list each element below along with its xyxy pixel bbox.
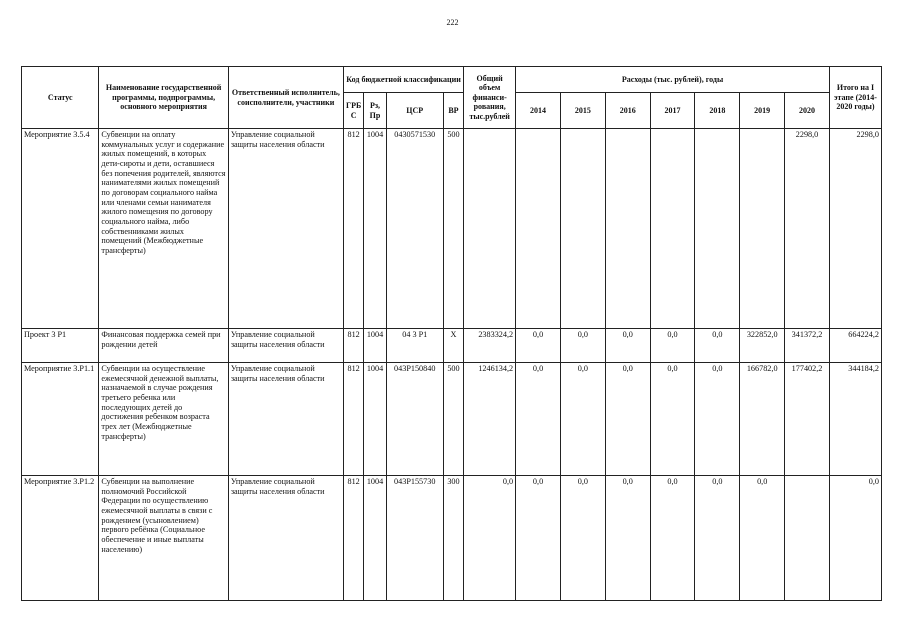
page-number: 222 <box>446 18 459 27</box>
row-vr: 500 <box>443 129 463 329</box>
row-csr: 0430571530 <box>386 129 443 329</box>
row-grbs: 812 <box>343 329 363 363</box>
row-year-value <box>605 129 650 329</box>
header-year: 2018 <box>695 93 740 129</box>
row-sum: 344184,2 <box>829 363 881 476</box>
row-year-value: 0,0 <box>650 363 695 476</box>
header-total: Общий объем финанси-рования, тыс.рублей <box>464 67 516 129</box>
row-executor: Управление социальной защиты населения области <box>228 129 343 329</box>
row-executor: Управление социальной защиты населения области <box>228 476 343 601</box>
row-year-value <box>560 129 605 329</box>
row-status: Мероприятие 3.Р1.1 <box>22 363 99 476</box>
row-year-value: 0,0 <box>605 329 650 363</box>
row-csr: 043Р150840 <box>386 363 443 476</box>
row-executor: Управление социальной защиты населения области <box>228 329 343 363</box>
header-year: 2016 <box>605 93 650 129</box>
row-year-value: 0,0 <box>516 476 561 601</box>
row-year-value: 0,0 <box>740 476 785 601</box>
row-rz: 1004 <box>364 329 386 363</box>
row-total <box>464 129 516 329</box>
header-sum: Итого на I этапе (2014-2020 годы) <box>829 67 881 129</box>
row-sum: 0,0 <box>829 476 881 601</box>
row-year-value: 0,0 <box>695 363 740 476</box>
row-year-value <box>785 476 830 601</box>
row-year-value <box>695 129 740 329</box>
row-rz: 1004 <box>364 476 386 601</box>
header-year: 2020 <box>785 93 830 129</box>
header-year: 2019 <box>740 93 785 129</box>
row-vr: 500 <box>443 363 463 476</box>
header-grbs: ГРБ С <box>343 93 363 129</box>
row-sum: 2298,0 <box>829 129 881 329</box>
row-name: Финансовая поддержка семей при рождении детей <box>99 329 228 363</box>
row-rz: 1004 <box>364 129 386 329</box>
budget-table <box>21 66 882 601</box>
row-year-value: 0,0 <box>516 363 561 476</box>
header-executor: Ответственный исполнитель, соисполнители, участники <box>228 67 343 129</box>
header-vr: ВР <box>443 93 463 129</box>
row-year-value: 2298,0 <box>785 129 830 329</box>
header-expenses: Расходы (тыс. рублей), годы <box>516 67 830 93</box>
row-name: Субвенции на оплату коммунальных услуг и содержание жилых помещений, в которых дети-сироты и дети, оставшиеся без попечения родителей, являются нанимателями жилых помещений по договорам социального найма или членами семьи нанимателя жилого помещения по договору социального найма, либо собственниками жилых помещений (Межбюджетные трансферты) <box>99 129 228 329</box>
row-year-value: 0,0 <box>605 476 650 601</box>
row-status: Мероприятие 3.5.4 <box>22 129 99 329</box>
row-grbs: 812 <box>343 363 363 476</box>
header-rz: Рз, Пр <box>364 93 386 129</box>
header-year: 2014 <box>516 93 561 129</box>
row-year-value <box>740 129 785 329</box>
row-year-value: 0,0 <box>650 329 695 363</box>
row-year-value: 166782,0 <box>740 363 785 476</box>
row-year-value <box>516 129 561 329</box>
row-year-value: 0,0 <box>560 363 605 476</box>
row-year-value: 0,0 <box>516 329 561 363</box>
row-grbs: 812 <box>343 476 363 601</box>
row-year-value: 0,0 <box>695 329 740 363</box>
row-csr: 04 3 Р1 <box>386 329 443 363</box>
row-total: 1246134,2 <box>464 363 516 476</box>
row-status: Проект 3 Р1 <box>22 329 99 363</box>
row-name: Субвенции на выполнение полномочий Российской Федерации по осуществлению ежемесячной выплаты в связи с рождением (усыновлением) первого ребёнка (Социальное обеспечение и иные выплаты населению) <box>99 476 228 601</box>
row-total: 2383324,2 <box>464 329 516 363</box>
row-sum: 664224,2 <box>829 329 881 363</box>
header-name: Наименование государственной программы, подпрограммы, основного мероприятия <box>99 67 228 129</box>
row-year-value: 177402,2 <box>785 363 830 476</box>
header-budget-code: Код бюджетной классификации <box>343 67 463 93</box>
row-name: Субвенции на осуществление ежемесячной денежной выплаты, назначаемой в случае рождения третьего ребенка или последующих детей до достижения ребенком возраста трех лет (Межбюджетные трансферты) <box>99 363 228 476</box>
row-grbs: 812 <box>343 129 363 329</box>
row-vr: 300 <box>443 476 463 601</box>
header-year: 2017 <box>650 93 695 129</box>
row-year-value: 322852,0 <box>740 329 785 363</box>
row-year-value: 0,0 <box>560 329 605 363</box>
table-row <box>22 329 882 363</box>
row-year-value: 0,0 <box>650 476 695 601</box>
table-row <box>22 476 882 601</box>
row-executor: Управление социальной защиты населения области <box>228 363 343 476</box>
row-year-value: 0,0 <box>560 476 605 601</box>
row-year-value: 0,0 <box>605 363 650 476</box>
row-csr: 043Р155730 <box>386 476 443 601</box>
row-year-value: 0,0 <box>695 476 740 601</box>
row-status: Мероприятие 3.Р1.2 <box>22 476 99 601</box>
row-year-value <box>650 129 695 329</box>
header-csr: ЦСР <box>386 93 443 129</box>
header-status: Статус <box>22 67 99 129</box>
row-total: 0,0 <box>464 476 516 601</box>
table-row <box>22 363 882 476</box>
header-year: 2015 <box>560 93 605 129</box>
table-row <box>22 129 882 329</box>
row-year-value: 341372,2 <box>785 329 830 363</box>
row-vr: X <box>443 329 463 363</box>
row-rz: 1004 <box>364 363 386 476</box>
